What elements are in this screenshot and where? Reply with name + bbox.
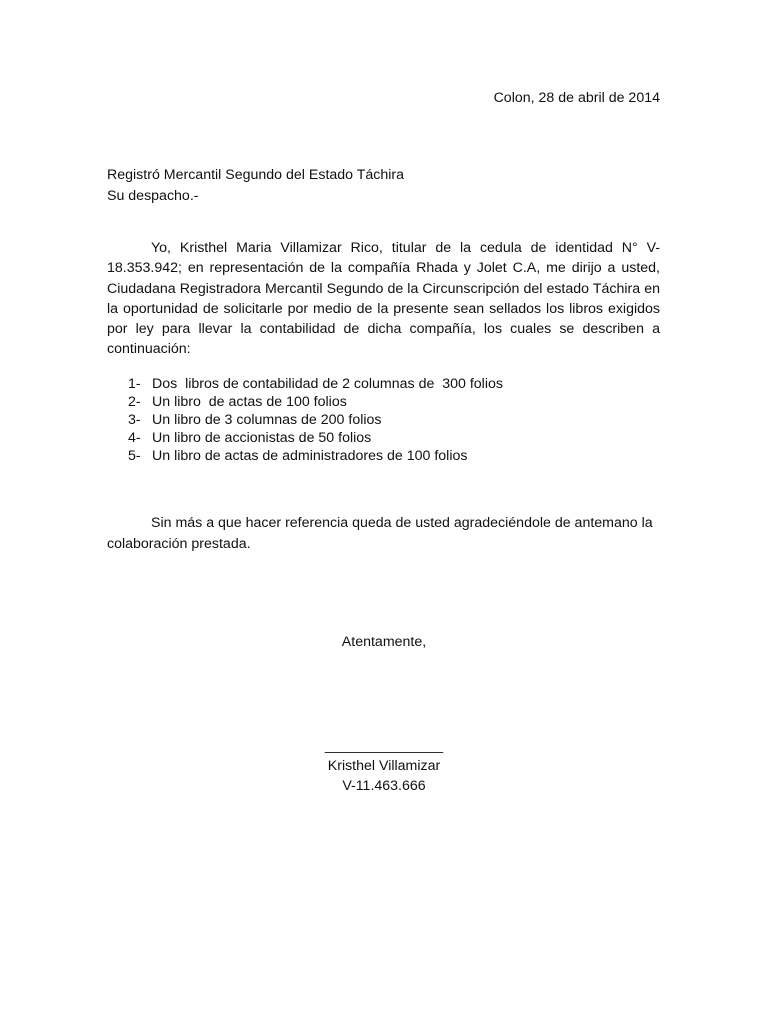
signer-id: V-11.463.666 bbox=[342, 778, 426, 794]
list-item-number: 3- bbox=[128, 412, 141, 428]
list-item-text: Un libro de actas de administradores de 100 folios bbox=[152, 448, 468, 464]
list-item-text: Un libro de actas de 100 folios bbox=[152, 394, 347, 410]
list-item bbox=[128, 411, 503, 429]
list-item-text: Dos libros de contabilidad de 2 columnas de 300 folios bbox=[152, 376, 503, 392]
signoff bbox=[0, 634, 768, 650]
signature-block bbox=[0, 736, 768, 796]
recipient-salutation: Su despacho.- bbox=[107, 188, 199, 204]
recipient-block bbox=[107, 165, 404, 207]
list-item-number: 4- bbox=[128, 430, 141, 446]
recipient-name: Registró Mercantil Segundo del Estado Táchira bbox=[107, 167, 405, 183]
list-item bbox=[128, 447, 503, 465]
list-item-number: 2- bbox=[128, 394, 141, 410]
list-item-number: 1- bbox=[128, 376, 141, 392]
list-item-text: Un libro de 3 columnas de 200 folios bbox=[152, 412, 382, 428]
body-paragraph: Yo, Kristhel Maria Villamizar Rico, titular de la cedula de identidad N° V-18.353.942; en representación de la compañía Rhada y Jolet C.A, me dirijo a usted, Ciudadana Registradora Mercantil Segundo de la Circunscripción del estado Táchira en la oportunidad de solicitarle por medio de la presente sean sellados los libros exigidos por ley para llevar la contabilidad de dicha compañía, los cuales se describen a continuación: bbox=[107, 240, 660, 358]
list-item-number: 5- bbox=[128, 448, 141, 464]
signer-name: Kristhel Villamizar bbox=[327, 758, 441, 774]
list-item-text: Un libro de accionistas de 50 folios bbox=[152, 430, 372, 446]
list-item bbox=[128, 375, 503, 393]
signature-line: _______________ bbox=[324, 738, 444, 754]
list-item bbox=[128, 393, 503, 411]
closing-paragraph: Sin más a que hacer referencia queda de usted agradeciéndole de antemano la colaboración prestada. bbox=[107, 515, 653, 552]
book-list bbox=[128, 375, 503, 465]
letter-date: Colon, 28 de abril de 2014 bbox=[493, 90, 660, 106]
signoff-text: Atentamente, bbox=[341, 634, 427, 650]
list-item bbox=[128, 429, 503, 447]
